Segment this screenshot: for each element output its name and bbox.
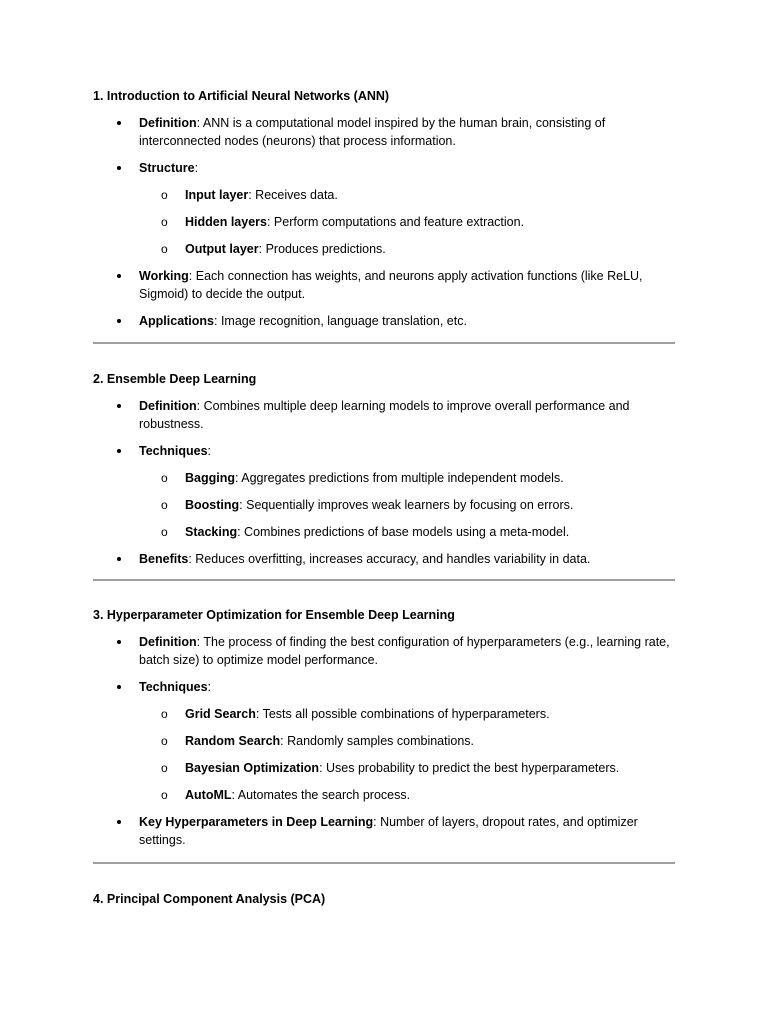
item-text: : Reduces overfitting, increases accuracy, and handles variability in data.: [188, 552, 591, 566]
item-label: Techniques: [139, 444, 208, 458]
item-label: Boosting: [185, 498, 240, 512]
section-ensemble: [93, 370, 675, 568]
sub-list: [139, 186, 675, 258]
item-label: Definition: [139, 399, 197, 413]
item-label: Input layer: [185, 188, 249, 202]
list-item: [93, 633, 675, 669]
item-text: : Randomly samples combinations.: [280, 734, 475, 748]
bullet-list: [93, 633, 675, 849]
sub-list-item: [139, 496, 675, 514]
sub-list-item: [139, 759, 675, 777]
item-text: :: [207, 444, 212, 458]
item-label: Definition: [139, 116, 197, 130]
item-text: : Each connection has weights, and neurons apply activation functions (like ReLU, Sigmoid) to decide the output.: [139, 269, 643, 301]
list-item: [93, 678, 675, 804]
section-title: 2. Ensemble Deep Learning: [93, 372, 257, 386]
item-label: Techniques: [139, 680, 208, 694]
section-divider: [93, 342, 675, 344]
item-text: : Receives data.: [248, 188, 338, 202]
list-item: [93, 312, 675, 330]
list-item: [93, 813, 675, 849]
item-label: Applications: [139, 314, 215, 328]
item-label: Key Hyperparameters in Deep Learning: [139, 815, 374, 829]
item-text: : Tests all possible combinations of hyperparameters.: [255, 707, 550, 721]
item-label: Definition: [139, 635, 197, 649]
section-title: 1. Introduction to Artificial Neural Networks (ANN): [93, 89, 390, 103]
list-item: [93, 442, 675, 541]
section-ann: [93, 87, 675, 330]
item-text: :: [207, 680, 212, 694]
item-label: Random Search: [185, 734, 281, 748]
section-title: 4. Principal Component Analysis (PCA): [93, 892, 326, 906]
item-text: : Image recognition, language translation, etc.: [214, 314, 467, 328]
item-label: Structure: [139, 161, 195, 175]
sub-list: [139, 469, 675, 541]
list-item: [93, 397, 675, 433]
item-label: Hidden layers: [185, 215, 267, 229]
list-item: [93, 114, 675, 150]
item-text: : Produces predictions.: [258, 242, 386, 256]
item-text: : Automates the search process.: [231, 788, 411, 802]
section-title: 3. Hyperparameter Optimization for Ensemble Deep Learning: [93, 608, 455, 622]
sub-list-item: [139, 240, 675, 258]
item-text: :: [194, 161, 199, 175]
list-item: [93, 159, 675, 258]
item-text: : Sequentially improves weak learners by focusing on errors.: [239, 498, 574, 512]
item-text: : Aggregates predictions from multiple independent models.: [235, 471, 564, 485]
item-label: Stacking: [185, 525, 238, 539]
item-text: : Uses probability to predict the best hyperparameters.: [319, 761, 620, 775]
section-divider: [93, 862, 675, 864]
section-hyperparameter: [93, 606, 675, 849]
sub-list-item: [139, 186, 675, 204]
sub-list-item: [139, 732, 675, 750]
sub-list-item: [139, 213, 675, 231]
item-text: : ANN is a computational model inspired by the human brain, consisting of interconnected nodes (neurons) that process information.: [139, 116, 606, 148]
item-label: Bayesian Optimization: [185, 761, 320, 775]
sub-list-item: [139, 786, 675, 804]
list-item: [93, 550, 675, 568]
item-text: : Combines multiple deep learning models to improve overall performance and robustness.: [139, 399, 630, 431]
item-label: Bagging: [185, 471, 235, 485]
item-label: Benefits: [139, 552, 189, 566]
item-label: AutoML: [185, 788, 232, 802]
bullet-list: [93, 397, 675, 568]
list-item: [93, 267, 675, 303]
sub-list: [139, 705, 675, 804]
sub-list-item: [139, 469, 675, 487]
section-pca: [93, 890, 675, 908]
item-text: : The process of finding the best configuration of hyperparameters (e.g., learning rate, batch size) to optimize model performance.: [139, 635, 670, 667]
item-label: Output layer: [185, 242, 259, 256]
item-label: Working: [139, 269, 189, 283]
sub-list-item: [139, 523, 675, 541]
item-text: : Combines predictions of base models using a meta-model.: [237, 525, 570, 539]
section-divider: [93, 579, 675, 581]
item-text: : Number of layers, dropout rates, and optimizer settings.: [139, 815, 638, 847]
bullet-list: [93, 114, 675, 330]
sub-list-item: [139, 705, 675, 723]
item-label: Grid Search: [185, 707, 256, 721]
item-text: : Perform computations and feature extraction.: [266, 215, 525, 229]
